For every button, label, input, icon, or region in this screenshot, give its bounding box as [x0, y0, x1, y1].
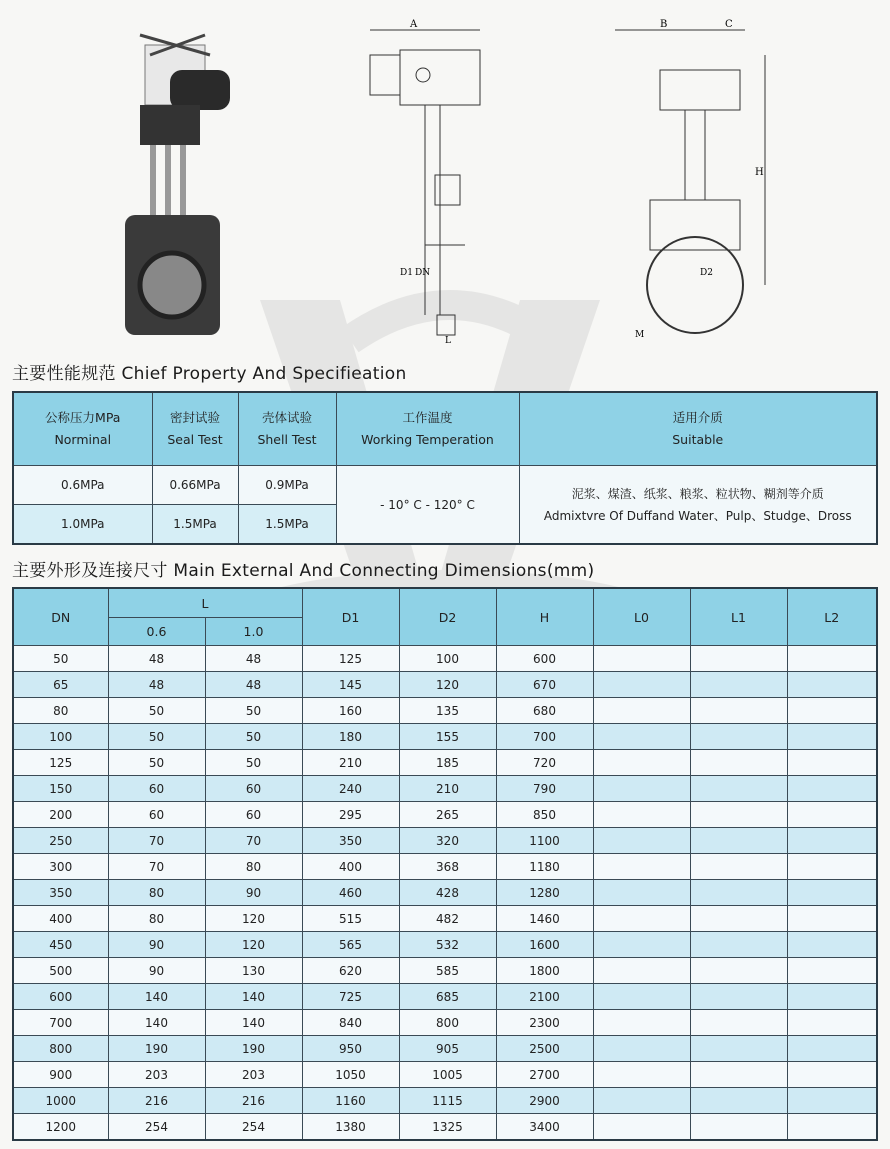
table-cell: [690, 1062, 787, 1088]
header-nominal-cn: 公称压力MPa: [45, 410, 121, 425]
table-row: [13, 724, 877, 750]
cell: 0.6MPa: [13, 466, 152, 505]
table-row: [13, 646, 877, 672]
table-cell: 48: [205, 672, 302, 698]
table-cell: 50: [108, 750, 205, 776]
table-cell: 140: [108, 984, 205, 1010]
table-cell: [787, 1114, 877, 1141]
table-row: [13, 1114, 877, 1141]
table-cell: 450: [13, 932, 108, 958]
table-cell: [787, 880, 877, 906]
header-l: L: [108, 588, 302, 618]
table-row: [13, 880, 877, 906]
table-cell: [787, 698, 877, 724]
table-cell: 60: [205, 802, 302, 828]
table-cell: 50: [108, 724, 205, 750]
table-cell: 368: [399, 854, 496, 880]
header-seal-cn: 密封试验: [169, 410, 220, 425]
media-cn: 泥浆、煤渣、纸浆、粮浆、粒状物、糊剂等介质: [571, 486, 824, 501]
table-cell: 216: [108, 1088, 205, 1114]
table-cell: 565: [302, 932, 399, 958]
table-cell: 190: [205, 1036, 302, 1062]
table-cell: 850: [496, 802, 593, 828]
label-a: A: [410, 19, 418, 30]
header-seal: [152, 392, 238, 466]
table-cell: 155: [399, 724, 496, 750]
table-cell: 460: [302, 880, 399, 906]
table-cell: 135: [399, 698, 496, 724]
table-cell: [787, 646, 877, 672]
header-l-10: 1.0: [205, 618, 302, 646]
label-m: M: [635, 330, 645, 340]
table-cell: 2100: [496, 984, 593, 1010]
header-seal-en: Seal Test: [167, 432, 223, 447]
table-cell: [593, 932, 690, 958]
table-cell: 50: [205, 698, 302, 724]
header-l1: L1: [690, 588, 787, 646]
table-cell: [593, 1062, 690, 1088]
table-cell: 80: [205, 854, 302, 880]
table-row: [13, 698, 877, 724]
table-cell: [787, 1036, 877, 1062]
table-cell: 500: [13, 958, 108, 984]
table-cell: [690, 906, 787, 932]
table-cell: 145: [302, 672, 399, 698]
table-cell: 905: [399, 1036, 496, 1062]
table-cell: 140: [108, 1010, 205, 1036]
table-cell: 620: [302, 958, 399, 984]
table-cell: [787, 1062, 877, 1088]
table-cell: 700: [13, 1010, 108, 1036]
table-cell: [690, 828, 787, 854]
property-table: [12, 391, 878, 545]
table-cell: [593, 1114, 690, 1141]
table-cell: [787, 854, 877, 880]
table-cell: [690, 672, 787, 698]
table-cell: 1600: [496, 932, 593, 958]
table-cell: [787, 672, 877, 698]
table-cell: 1325: [399, 1114, 496, 1141]
table-cell: 1280: [496, 880, 593, 906]
table-cell: 950: [302, 1036, 399, 1062]
table-cell: 2700: [496, 1062, 593, 1088]
table-cell: 685: [399, 984, 496, 1010]
table-cell: 90: [108, 932, 205, 958]
table-cell: [690, 1010, 787, 1036]
table-cell: 80: [108, 880, 205, 906]
table-cell: 48: [108, 672, 205, 698]
table-cell: 428: [399, 880, 496, 906]
table-row: [13, 984, 877, 1010]
table-cell: [690, 776, 787, 802]
table-row: [13, 750, 877, 776]
table-row: [13, 958, 877, 984]
header-shell: [238, 392, 336, 466]
table-cell: [690, 854, 787, 880]
label-b: B: [660, 19, 668, 30]
table-cell: 254: [205, 1114, 302, 1141]
table-row: [13, 1036, 877, 1062]
table-row: [13, 1010, 877, 1036]
header-h: H: [496, 588, 593, 646]
table-cell: 670: [496, 672, 593, 698]
table-cell: 100: [13, 724, 108, 750]
header-dn: DN: [13, 588, 108, 646]
table-cell: 1050: [302, 1062, 399, 1088]
table-cell: [787, 1010, 877, 1036]
table-cell: [690, 1036, 787, 1062]
table-cell: 600: [13, 984, 108, 1010]
table-cell: [690, 984, 787, 1010]
label-l: L: [445, 336, 451, 345]
cell: 1.5MPa: [152, 505, 238, 545]
table-cell: 70: [205, 828, 302, 854]
table-cell: [787, 1088, 877, 1114]
table-cell: 400: [13, 906, 108, 932]
table-cell: [787, 984, 877, 1010]
table-cell: 50: [108, 698, 205, 724]
table-cell: 265: [399, 802, 496, 828]
table-row: [13, 1088, 877, 1114]
table-cell: [690, 646, 787, 672]
table-cell: 80: [108, 906, 205, 932]
table-cell: 190: [108, 1036, 205, 1062]
table-cell: 50: [13, 646, 108, 672]
table-cell: 515: [302, 906, 399, 932]
table-cell: 1460: [496, 906, 593, 932]
table-cell: 120: [399, 672, 496, 698]
front-dimension-drawing: [365, 15, 495, 345]
table-row: [13, 906, 877, 932]
header-l0: L0: [593, 588, 690, 646]
table-cell: 60: [108, 802, 205, 828]
table-cell: [593, 1036, 690, 1062]
table-cell: 1005: [399, 1062, 496, 1088]
header-d1: D1: [302, 588, 399, 646]
table-cell: 840: [302, 1010, 399, 1036]
table-cell: 482: [399, 906, 496, 932]
table-row: [13, 932, 877, 958]
table-cell: [787, 958, 877, 984]
table-cell: 700: [496, 724, 593, 750]
property-header-row: [13, 392, 877, 466]
table-cell: 140: [205, 1010, 302, 1036]
label-d1: D1: [400, 268, 413, 278]
media-en: Admixtvre Of Duffand Water、Pulp、Studge、Dross: [543, 508, 852, 523]
table-cell: 254: [108, 1114, 205, 1141]
table-cell: [787, 828, 877, 854]
header-nominal: [13, 392, 152, 466]
table-cell: 50: [205, 750, 302, 776]
table-cell: 320: [399, 828, 496, 854]
table-cell: [690, 1088, 787, 1114]
section-title-property: 主要性能规范 Chief Property And Specifieation: [12, 364, 407, 384]
table-cell: 680: [496, 698, 593, 724]
table-cell: 2300: [496, 1010, 593, 1036]
table-cell: 1100: [496, 828, 593, 854]
table-row: [13, 776, 877, 802]
table-cell: [593, 1010, 690, 1036]
table-cell: 532: [399, 932, 496, 958]
table-cell: 300: [13, 854, 108, 880]
side-dimension-drawing: [605, 15, 775, 345]
table-cell: 125: [302, 646, 399, 672]
table-cell: 800: [13, 1036, 108, 1062]
table-cell: 1115: [399, 1088, 496, 1114]
table-cell: 203: [108, 1062, 205, 1088]
table-cell: [690, 1114, 787, 1141]
table-row: [13, 802, 877, 828]
table-cell: 200: [13, 802, 108, 828]
cell: 1.5MPa: [238, 505, 336, 545]
header-temperature: [336, 392, 519, 466]
table-cell: 65: [13, 672, 108, 698]
table-cell: 1380: [302, 1114, 399, 1141]
header-suitable: [519, 392, 877, 466]
table-cell: [690, 802, 787, 828]
table-cell: 900: [13, 1062, 108, 1088]
dim-header-row: [13, 588, 877, 618]
table-cell: 203: [205, 1062, 302, 1088]
table-cell: 80: [13, 698, 108, 724]
table-cell: 1000: [13, 1088, 108, 1114]
table-cell: 600: [496, 646, 593, 672]
table-cell: [593, 698, 690, 724]
table-cell: [690, 880, 787, 906]
table-cell: [593, 854, 690, 880]
table-cell: [593, 880, 690, 906]
table-cell: 1160: [302, 1088, 399, 1114]
valve-photo: [110, 15, 270, 345]
table-cell: [593, 958, 690, 984]
header-suitable-en: Suitable: [672, 432, 724, 447]
table-cell: 720: [496, 750, 593, 776]
table-cell: [787, 724, 877, 750]
table-cell: 585: [399, 958, 496, 984]
cell: 0.9MPa: [238, 466, 336, 505]
header-shell-en: Shell Test: [257, 432, 317, 447]
table-cell: 60: [205, 776, 302, 802]
table-cell: [690, 724, 787, 750]
table-row: [13, 1062, 877, 1088]
header-temperature-en: Working Temperation: [361, 432, 494, 447]
table-cell: 120: [205, 932, 302, 958]
header-l2: L2: [787, 588, 877, 646]
table-cell: 2500: [496, 1036, 593, 1062]
table-cell: 140: [205, 984, 302, 1010]
table-cell: [690, 932, 787, 958]
table-cell: [593, 724, 690, 750]
table-cell: 295: [302, 802, 399, 828]
table-cell: [593, 646, 690, 672]
table-cell: [593, 828, 690, 854]
table-cell: 350: [302, 828, 399, 854]
temperature-cell: - 10° C - 120° C: [336, 466, 519, 545]
header-shell-cn: 壳体试验: [261, 410, 312, 425]
table-cell: 100: [399, 646, 496, 672]
table-cell: 2900: [496, 1088, 593, 1114]
table-cell: [593, 776, 690, 802]
header-d2: D2: [399, 588, 496, 646]
table-cell: [787, 776, 877, 802]
table-cell: 210: [302, 750, 399, 776]
table-cell: [690, 698, 787, 724]
table-cell: [690, 958, 787, 984]
table-cell: [690, 750, 787, 776]
cell: 0.66MPa: [152, 466, 238, 505]
header-nominal-en: Norminal: [54, 432, 112, 447]
table-cell: [787, 802, 877, 828]
table-cell: 150: [13, 776, 108, 802]
table-cell: 70: [108, 828, 205, 854]
table-cell: 725: [302, 984, 399, 1010]
header-suitable-cn: 适用介质: [672, 410, 723, 425]
table-cell: [593, 906, 690, 932]
cell: 1.0MPa: [13, 505, 152, 545]
table-cell: 3400: [496, 1114, 593, 1141]
table-cell: 180: [302, 724, 399, 750]
table-cell: [593, 672, 690, 698]
table-cell: 400: [302, 854, 399, 880]
table-row: [13, 828, 877, 854]
table-cell: [787, 932, 877, 958]
table-cell: 800: [399, 1010, 496, 1036]
table-cell: [593, 802, 690, 828]
media-cell: [519, 466, 877, 545]
table-cell: 1800: [496, 958, 593, 984]
table-cell: 1200: [13, 1114, 108, 1141]
section-title-dimensions: 主要外形及连接尺寸 Main External And Connecting Dimensions(mm): [12, 561, 595, 581]
table-cell: 90: [205, 880, 302, 906]
table-cell: 240: [302, 776, 399, 802]
table-cell: 50: [205, 724, 302, 750]
label-dn: DN: [415, 268, 431, 278]
table-cell: 160: [302, 698, 399, 724]
table-row: [13, 854, 877, 880]
table-cell: 250: [13, 828, 108, 854]
header-l-06: 0.6: [108, 618, 205, 646]
table-cell: 185: [399, 750, 496, 776]
label-d2: D2: [700, 268, 713, 278]
table-cell: [787, 750, 877, 776]
table-cell: 790: [496, 776, 593, 802]
table-cell: [593, 750, 690, 776]
table-cell: 48: [108, 646, 205, 672]
table-cell: 60: [108, 776, 205, 802]
header-temperature-cn: 工作温度: [402, 410, 453, 425]
table-cell: 210: [399, 776, 496, 802]
table-cell: [593, 984, 690, 1010]
label-h: H: [755, 167, 764, 178]
property-row: [13, 466, 877, 505]
table-cell: 1180: [496, 854, 593, 880]
table-cell: [593, 1088, 690, 1114]
table-cell: 120: [205, 906, 302, 932]
table-cell: 130: [205, 958, 302, 984]
table-cell: 70: [108, 854, 205, 880]
table-cell: 48: [205, 646, 302, 672]
dimensions-table: [12, 587, 878, 1141]
table-cell: 216: [205, 1088, 302, 1114]
table-cell: [787, 906, 877, 932]
table-row: [13, 672, 877, 698]
label-c: C: [725, 19, 733, 30]
table-cell: 90: [108, 958, 205, 984]
table-cell: 125: [13, 750, 108, 776]
table-cell: 350: [13, 880, 108, 906]
